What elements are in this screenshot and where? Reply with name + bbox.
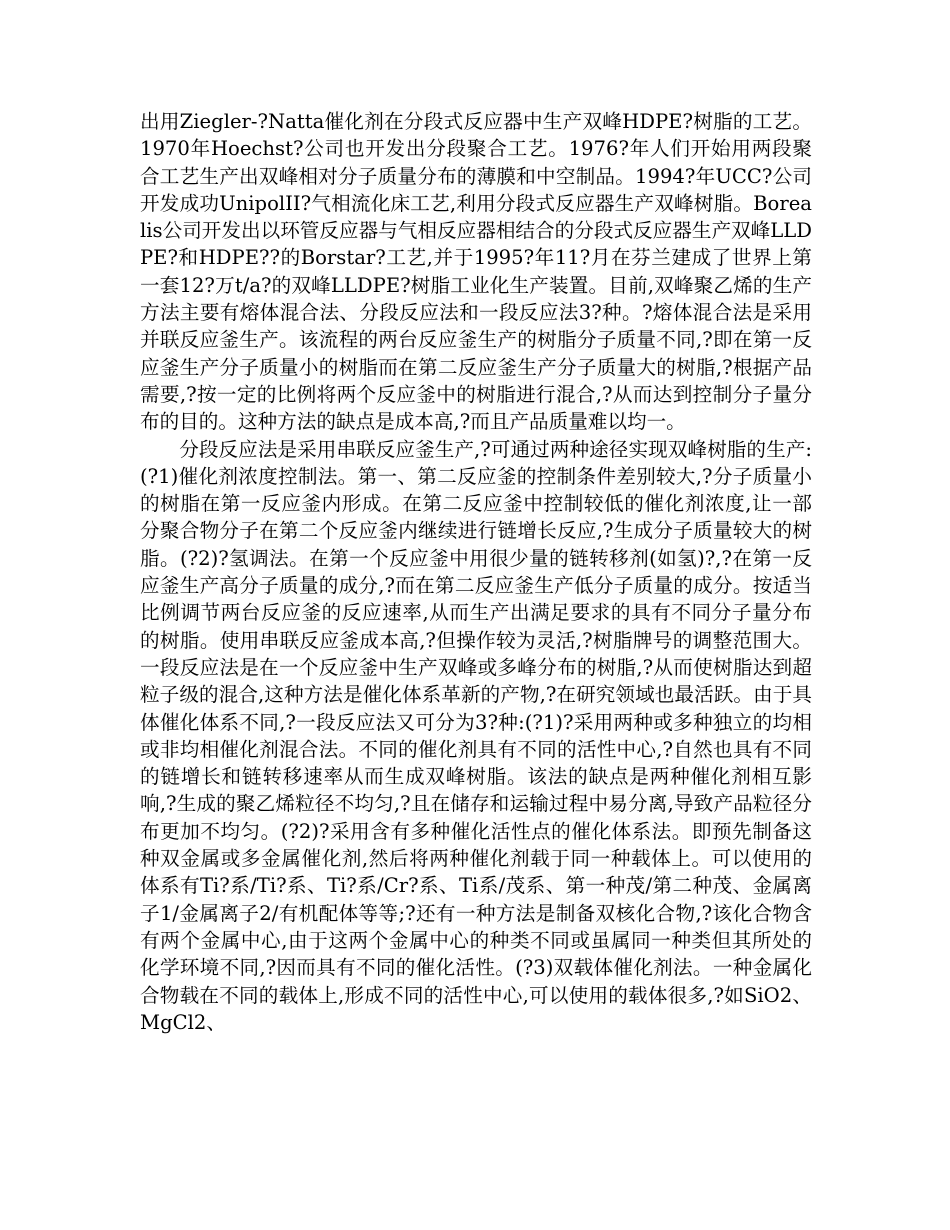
paragraph-1: 出用Ziegler-?Natta催化剂在分段式反应器中生产双峰HDPE?树脂的工艺。1970年Hoechst?公司也开发出分段聚合工艺。1976?年人们开始用两段聚合工艺生产出双峰相对分子质量分布的薄膜和中空制品。1994?年UCC?公司开发成功UnipolII?气相流化床工艺,利用分段式反应器生产双峰树脂。Borealis公司开发出以环管反应器与气相反应器相结合的分段式反应器生产双峰LLDPE?和HDPE??的Borstar?工艺,并于1995?年11?月在芬兰建成了世界上第一套12?万t/a?的双峰LLDPE?树脂工业化生产装置。目前,双峰聚乙烯的生产方法主要有熔体混合法、分段反应法和一段反应法3?种。?熔体混合法是采用并联反应釜生产。该流程的两台反应釜生产的树脂分子质量不同,?即在第一反应釜生产分子质量小的树脂而在第二反应釜生产分子质量大的树脂,?根据产品需要,?按一定的比例将两个反应釜中的树脂进行混合,?从而达到控制分子量分布的目的。这种方法的缺点是成本高,?而且产品质量难以均一。 [140,110,812,434]
body-text [140,108,812,1036]
paragraph-2: 分段反应法是采用串联反应釜生产,?可通过两种途径实现双峰树脂的生产:(?1)催化剂浓度控制法。第一、第二反应釜的控制条件差别较大,?分子质量小的树脂在第一反应釜内形成。在第二反应釜中控制较低的催化剂浓度,让一部分聚合物分子在第二个反应釜内继续进行链增长反应,?生成分子质量较大的树脂。(?2)?氢调法。在第一个反应釜中用很少量的链转移剂(如氢)?,?在第一反应釜生产高分子质量的成分,?而在第二反应釜生产低分子质量的成分。按适当比例调节两台反应釜的反应速率,从而生产出满足要求的具有不同分子量分布的树脂。使用串联反应釜成本高,?但操作较为灵活,?树脂牌号的调整范围大。一段反应法是在一个反应釜中生产双峰或多峰分布的树脂,?从而使树脂达到超粒子级的混合,这种方法是催化体系革新的产物,?在研究领域也最活跃。由于具体催化体系不同,?一段反应法又可分为3?种:(?1)?采用两种或多种独立的均相或非均相催化剂混合法。不同的催化剂具有不同的活性中心,?自然也具有不同的链增长和链转移速率从而生成双峰树脂。该法的缺点是两种催化剂相互影响,?生成的聚乙烯粒径不均匀,?且在储存和运输过程中易分离,导致产品粒径分布更加不均匀。(?2)?采用含有多种催化活性点的催化体系法。即预先制备这种双金属或多金属催化剂,然后将两种催化剂载于同一种载体上。可以使用的体系有Ti?系/Ti?系、Ti?系/Cr?系、Ti系/茂系、第一种茂/第二种茂、金属离子1/金属离子2/有机配体等等;?还有一种方法是制备双核化合物,?该化合物含有两个金属中心,由于这两个金属中心的种类不同或虽属同一种类但其所处的化学环境不同,?因而具有不同的催化活性。(?3)双载体催化剂法。一种金属化合物载在不同的载体上,形成不同的活性中心,可以使用的载体很多,?如SiO2、MgCl2、 [140,437,812,1034]
